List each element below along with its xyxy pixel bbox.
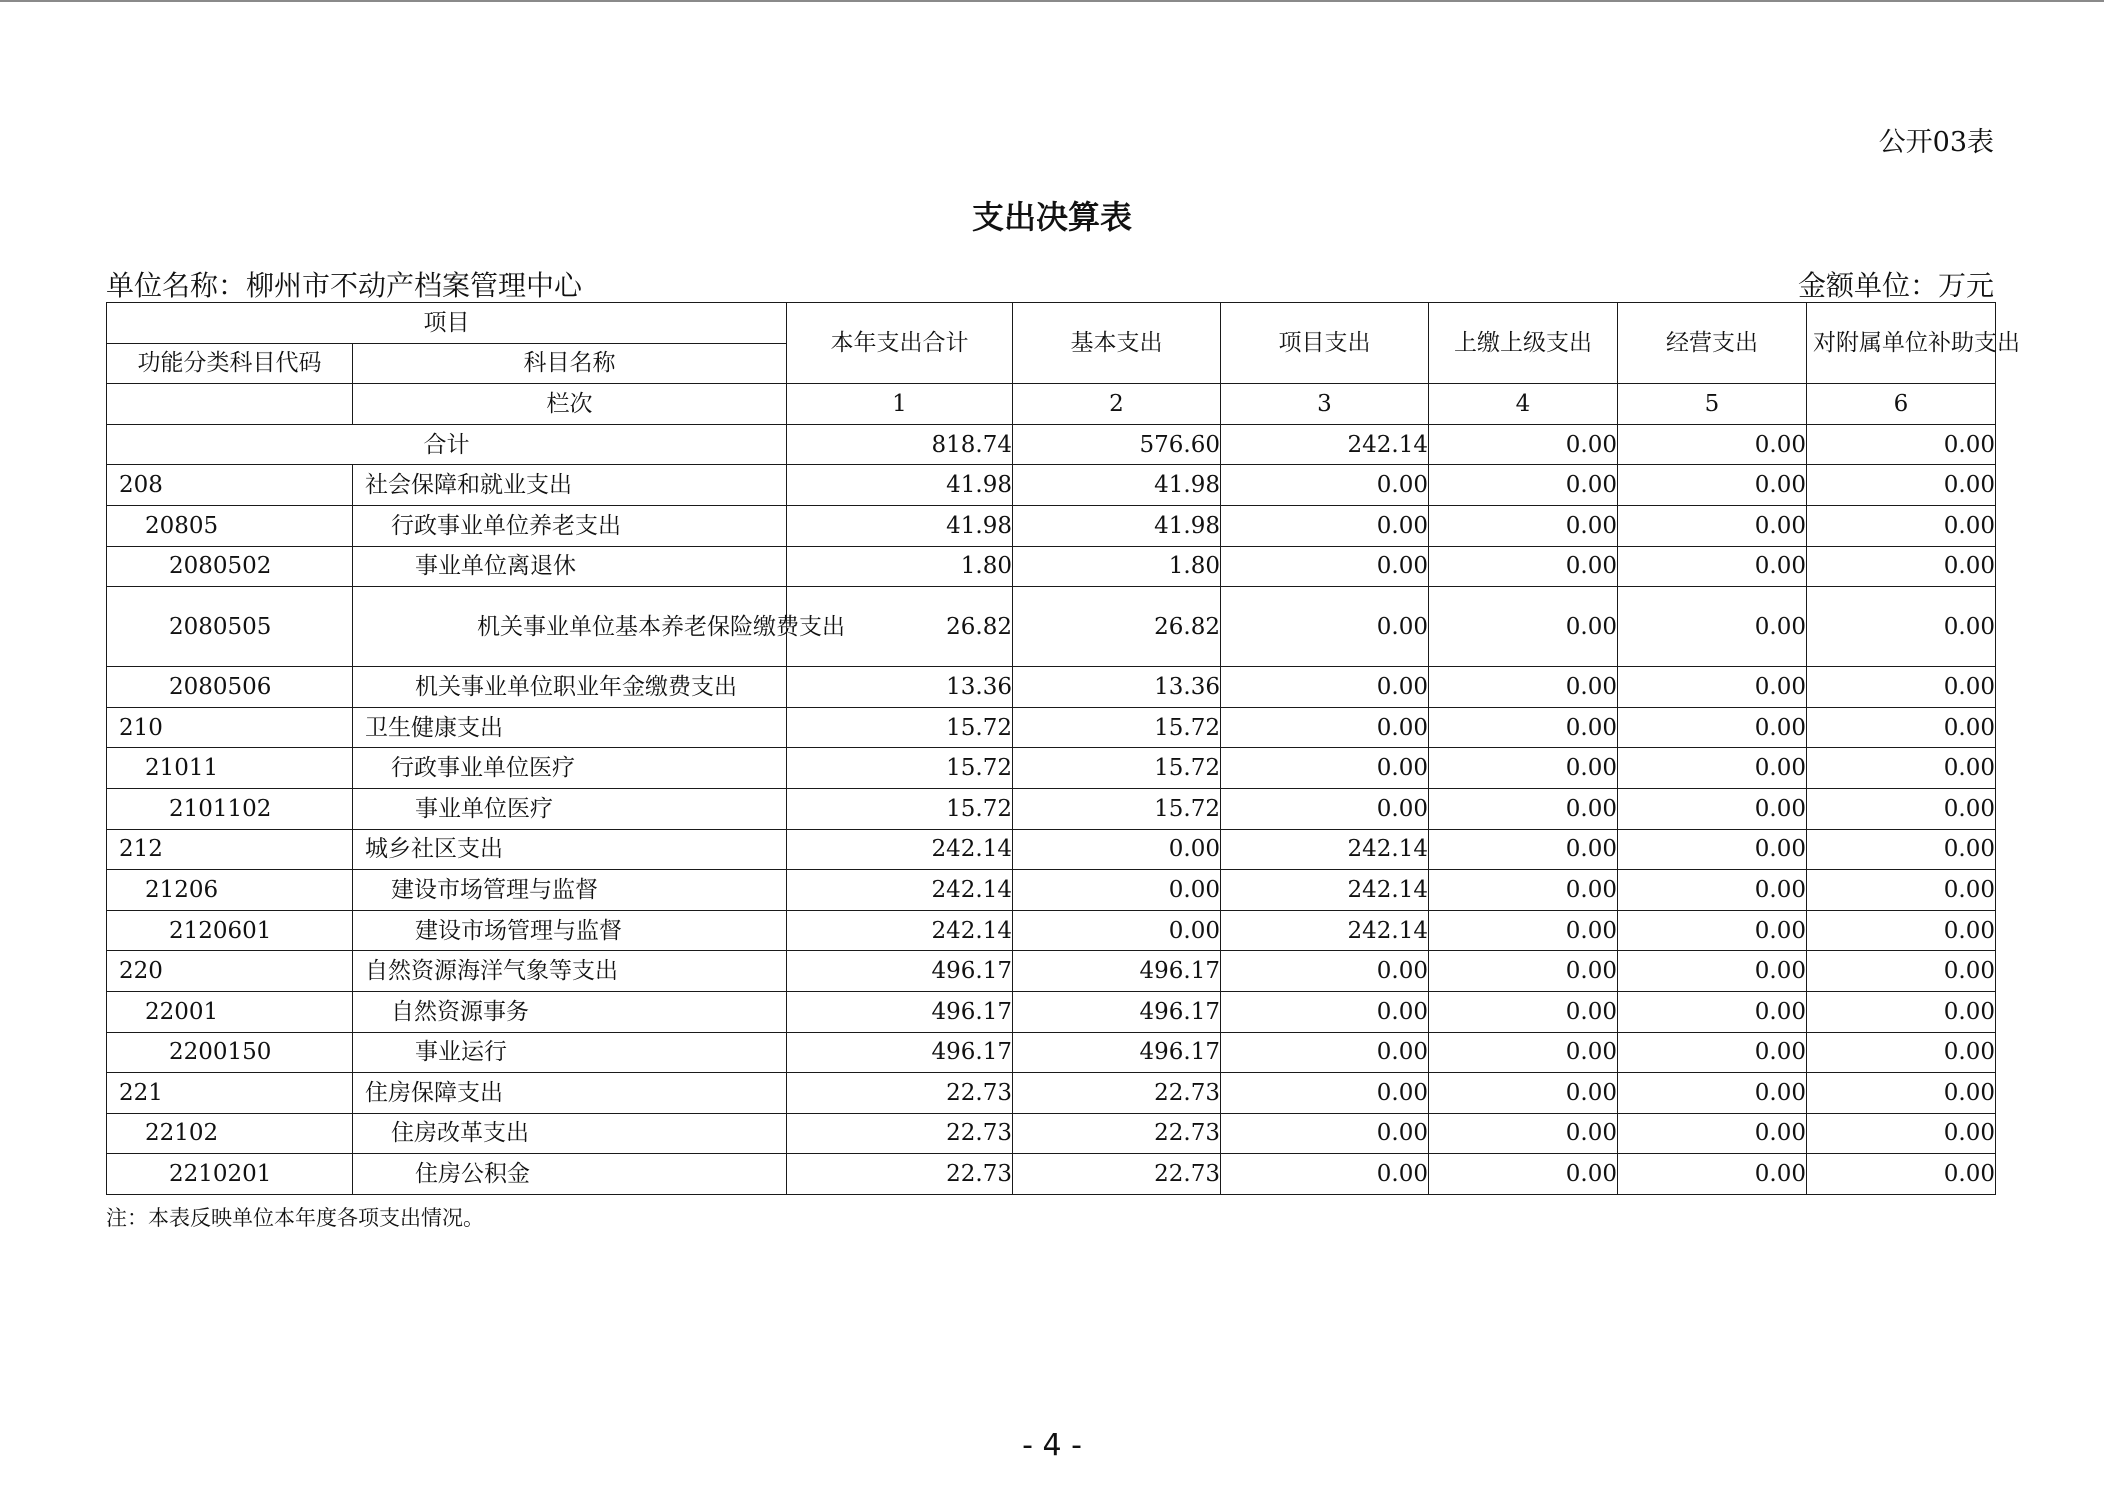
row-code: 210 <box>107 707 353 748</box>
row-name: 建设市场管理与监督 <box>353 910 787 951</box>
table-row <box>107 505 1996 546</box>
row-name: 建设市场管理与监督 <box>353 870 787 911</box>
header-basic: 基本支出 <box>1013 303 1221 384</box>
row-name: 社会保障和就业支出 <box>353 465 787 506</box>
row-value: 496.17 <box>787 951 1013 992</box>
row-value: 0.00 <box>1221 1113 1429 1154</box>
amount-unit: 金额单位：万元 <box>1797 269 1994 302</box>
row-value: 0.00 <box>1221 1073 1429 1114</box>
row-value: 0.00 <box>1807 707 1996 748</box>
row-value: 0.00 <box>1013 829 1221 870</box>
table-row <box>107 546 1996 587</box>
column-number: 4 <box>1429 384 1618 425</box>
row-value: 0.00 <box>1013 870 1221 911</box>
column-number: 6 <box>1807 384 1996 425</box>
row-code: 21206 <box>107 870 353 911</box>
row-value: 242.14 <box>1221 829 1429 870</box>
column-number-blank <box>107 384 353 425</box>
row-name: 行政事业单位医疗 <box>353 748 787 789</box>
row-value: 0.00 <box>1429 707 1618 748</box>
row-value: 0.00 <box>1618 788 1807 829</box>
table-row <box>107 910 1996 951</box>
row-value: 496.17 <box>1013 951 1221 992</box>
row-value: 22.73 <box>787 1113 1013 1154</box>
row-value: 13.36 <box>787 667 1013 708</box>
row-value: 0.00 <box>1429 910 1618 951</box>
unit-name: 单位名称：柳州市不动产档案管理中心 <box>106 269 583 302</box>
row-value: 26.82 <box>1013 587 1221 667</box>
row-value: 0.00 <box>1221 1154 1429 1195</box>
total-value: 0.00 <box>1807 424 1996 465</box>
row-name: 卫生健康支出 <box>353 707 787 748</box>
row-value: 0.00 <box>1429 587 1618 667</box>
row-value: 0.00 <box>1429 1032 1618 1073</box>
table-row <box>107 1073 1996 1114</box>
column-number: 5 <box>1618 384 1807 425</box>
row-value: 22.73 <box>1013 1073 1221 1114</box>
row-value: 15.72 <box>787 707 1013 748</box>
header-business: 经营支出 <box>1618 303 1807 384</box>
row-code: 221 <box>107 1073 353 1114</box>
row-value: 22.73 <box>787 1154 1013 1195</box>
row-value: 0.00 <box>1618 1154 1807 1195</box>
row-name: 城乡社区支出 <box>353 829 787 870</box>
row-value: 0.00 <box>1618 1113 1807 1154</box>
row-code: 22001 <box>107 991 353 1032</box>
row-value: 22.73 <box>1013 1154 1221 1195</box>
row-value: 0.00 <box>1618 1073 1807 1114</box>
row-value: 496.17 <box>787 1032 1013 1073</box>
row-name: 机关事业单位基本养老保险缴费支出 <box>353 587 787 667</box>
row-code: 2080505 <box>107 587 353 667</box>
row-value: 15.72 <box>1013 748 1221 789</box>
row-value: 0.00 <box>1618 991 1807 1032</box>
row-value: 41.98 <box>787 465 1013 506</box>
row-value: 0.00 <box>1618 829 1807 870</box>
total-value: 576.60 <box>1013 424 1221 465</box>
row-code: 2080506 <box>107 667 353 708</box>
row-value: 0.00 <box>1618 546 1807 587</box>
expenditure-table <box>106 302 2020 1195</box>
table-row <box>107 1032 1996 1073</box>
row-code: 2200150 <box>107 1032 353 1073</box>
row-value: 0.00 <box>1429 951 1618 992</box>
row-value: 0.00 <box>1221 546 1429 587</box>
row-value: 0.00 <box>1221 667 1429 708</box>
row-name: 住房保障支出 <box>353 1073 787 1114</box>
row-value: 496.17 <box>1013 1032 1221 1073</box>
header-row-1 <box>107 303 1996 344</box>
row-value: 0.00 <box>1807 829 1996 870</box>
total-row <box>107 424 1996 465</box>
total-value: 0.00 <box>1618 424 1807 465</box>
row-value: 1.80 <box>787 546 1013 587</box>
table-row <box>107 991 1996 1032</box>
row-value: 0.00 <box>1429 748 1618 789</box>
row-name: 住房公积金 <box>353 1154 787 1195</box>
row-value: 0.00 <box>1807 1073 1996 1114</box>
row-name: 自然资源事务 <box>353 991 787 1032</box>
column-number: 1 <box>787 384 1013 425</box>
row-value: 0.00 <box>1429 829 1618 870</box>
header-name: 科目名称 <box>353 343 787 384</box>
row-value: 41.98 <box>787 505 1013 546</box>
row-code: 220 <box>107 951 353 992</box>
table-row <box>107 707 1996 748</box>
row-value: 41.98 <box>1013 505 1221 546</box>
row-value: 0.00 <box>1221 788 1429 829</box>
row-value: 0.00 <box>1429 505 1618 546</box>
row-value: 0.00 <box>1807 546 1996 587</box>
header-project: 项目 <box>107 303 787 344</box>
row-code: 208 <box>107 465 353 506</box>
row-code: 21011 <box>107 748 353 789</box>
document-title: 支出决算表 <box>971 198 1132 236</box>
row-value: 0.00 <box>1807 991 1996 1032</box>
row-value: 0.00 <box>1807 910 1996 951</box>
table-row <box>107 1113 1996 1154</box>
row-value: 0.00 <box>1618 667 1807 708</box>
row-value: 0.00 <box>1429 1154 1618 1195</box>
row-value: 0.00 <box>1429 788 1618 829</box>
table-note: 注：本表反映单位本年度各项支出情况。 <box>106 1206 484 1230</box>
row-value: 0.00 <box>1618 465 1807 506</box>
row-value: 0.00 <box>1221 991 1429 1032</box>
total-value: 818.74 <box>787 424 1013 465</box>
row-value: 41.98 <box>1013 465 1221 506</box>
table-row <box>107 788 1996 829</box>
row-value: 0.00 <box>1807 587 1996 667</box>
row-value: 0.00 <box>1618 748 1807 789</box>
row-code: 2120601 <box>107 910 353 951</box>
row-value: 26.82 <box>787 587 1013 667</box>
row-value: 22.73 <box>1013 1113 1221 1154</box>
column-number: 2 <box>1013 384 1221 425</box>
row-value: 0.00 <box>1429 546 1618 587</box>
row-value: 0.00 <box>1221 748 1429 789</box>
row-value: 0.00 <box>1221 465 1429 506</box>
row-code: 2210201 <box>107 1154 353 1195</box>
row-value: 0.00 <box>1013 910 1221 951</box>
row-value: 0.00 <box>1221 587 1429 667</box>
row-value: 1.80 <box>1013 546 1221 587</box>
row-value: 496.17 <box>1013 991 1221 1032</box>
row-value: 0.00 <box>1618 870 1807 911</box>
row-code: 2101102 <box>107 788 353 829</box>
row-value: 0.00 <box>1807 870 1996 911</box>
total-value: 242.14 <box>1221 424 1429 465</box>
header-total: 本年支出合计 <box>787 303 1013 384</box>
column-number-row <box>107 384 1996 425</box>
row-value: 0.00 <box>1429 1073 1618 1114</box>
row-value: 0.00 <box>1807 667 1996 708</box>
row-value: 242.14 <box>787 829 1013 870</box>
row-name: 机关事业单位职业年金缴费支出 <box>353 667 787 708</box>
row-value: 0.00 <box>1807 1113 1996 1154</box>
row-name: 行政事业单位养老支出 <box>353 505 787 546</box>
row-name: 事业单位医疗 <box>353 788 787 829</box>
row-value: 0.00 <box>1807 505 1996 546</box>
row-value: 242.14 <box>1221 910 1429 951</box>
row-value: 0.00 <box>1429 667 1618 708</box>
row-value: 496.17 <box>787 991 1013 1032</box>
row-value: 0.00 <box>1429 870 1618 911</box>
header-subsidy: 对附属单位补助支出 <box>1807 303 1996 384</box>
header-upper: 上缴上级支出 <box>1429 303 1618 384</box>
row-value: 0.00 <box>1429 465 1618 506</box>
row-value: 0.00 <box>1618 951 1807 992</box>
row-value: 242.14 <box>1221 870 1429 911</box>
table-row <box>107 951 1996 992</box>
row-value: 0.00 <box>1618 505 1807 546</box>
table-row <box>107 667 1996 708</box>
form-code: 公开03表 <box>1878 127 1994 158</box>
row-value: 15.72 <box>787 748 1013 789</box>
column-number-label: 栏次 <box>353 384 787 425</box>
table-row <box>107 829 1996 870</box>
row-value: 0.00 <box>1807 788 1996 829</box>
row-code: 22102 <box>107 1113 353 1154</box>
row-value: 15.72 <box>787 788 1013 829</box>
table-row <box>107 1154 1996 1195</box>
row-code: 212 <box>107 829 353 870</box>
row-code: 20805 <box>107 505 353 546</box>
row-value: 13.36 <box>1013 667 1221 708</box>
row-value: 242.14 <box>787 870 1013 911</box>
table-row <box>107 748 1996 789</box>
row-value: 15.72 <box>1013 707 1221 748</box>
row-value: 0.00 <box>1807 748 1996 789</box>
row-value: 0.00 <box>1221 1032 1429 1073</box>
table-row <box>107 870 1996 911</box>
row-value: 0.00 <box>1221 505 1429 546</box>
row-value: 0.00 <box>1429 991 1618 1032</box>
row-value: 0.00 <box>1618 587 1807 667</box>
row-value: 0.00 <box>1429 1113 1618 1154</box>
row-value: 242.14 <box>787 910 1013 951</box>
row-value: 0.00 <box>1807 951 1996 992</box>
row-code: 2080502 <box>107 546 353 587</box>
table-row <box>107 587 1996 667</box>
row-value: 0.00 <box>1618 707 1807 748</box>
row-value: 0.00 <box>1618 910 1807 951</box>
row-value: 0.00 <box>1807 1154 1996 1195</box>
top-border-line <box>0 0 2104 2</box>
row-name: 住房改革支出 <box>353 1113 787 1154</box>
row-name: 自然资源海洋气象等支出 <box>353 951 787 992</box>
header-project-expense: 项目支出 <box>1221 303 1429 384</box>
row-value: 0.00 <box>1807 1032 1996 1073</box>
page-number: - 4 - <box>1022 1428 1082 1463</box>
total-label: 合计 <box>107 424 787 465</box>
row-value: 0.00 <box>1221 707 1429 748</box>
row-value: 0.00 <box>1221 951 1429 992</box>
table-row <box>107 465 1996 506</box>
row-value: 15.72 <box>1013 788 1221 829</box>
header-code: 功能分类科目代码 <box>107 343 353 384</box>
total-value: 0.00 <box>1429 424 1618 465</box>
row-value: 0.00 <box>1807 465 1996 506</box>
row-value: 22.73 <box>787 1073 1013 1114</box>
row-value: 0.00 <box>1618 1032 1807 1073</box>
row-name: 事业运行 <box>353 1032 787 1073</box>
row-name: 事业单位离退休 <box>353 546 787 587</box>
column-number: 3 <box>1221 384 1429 425</box>
